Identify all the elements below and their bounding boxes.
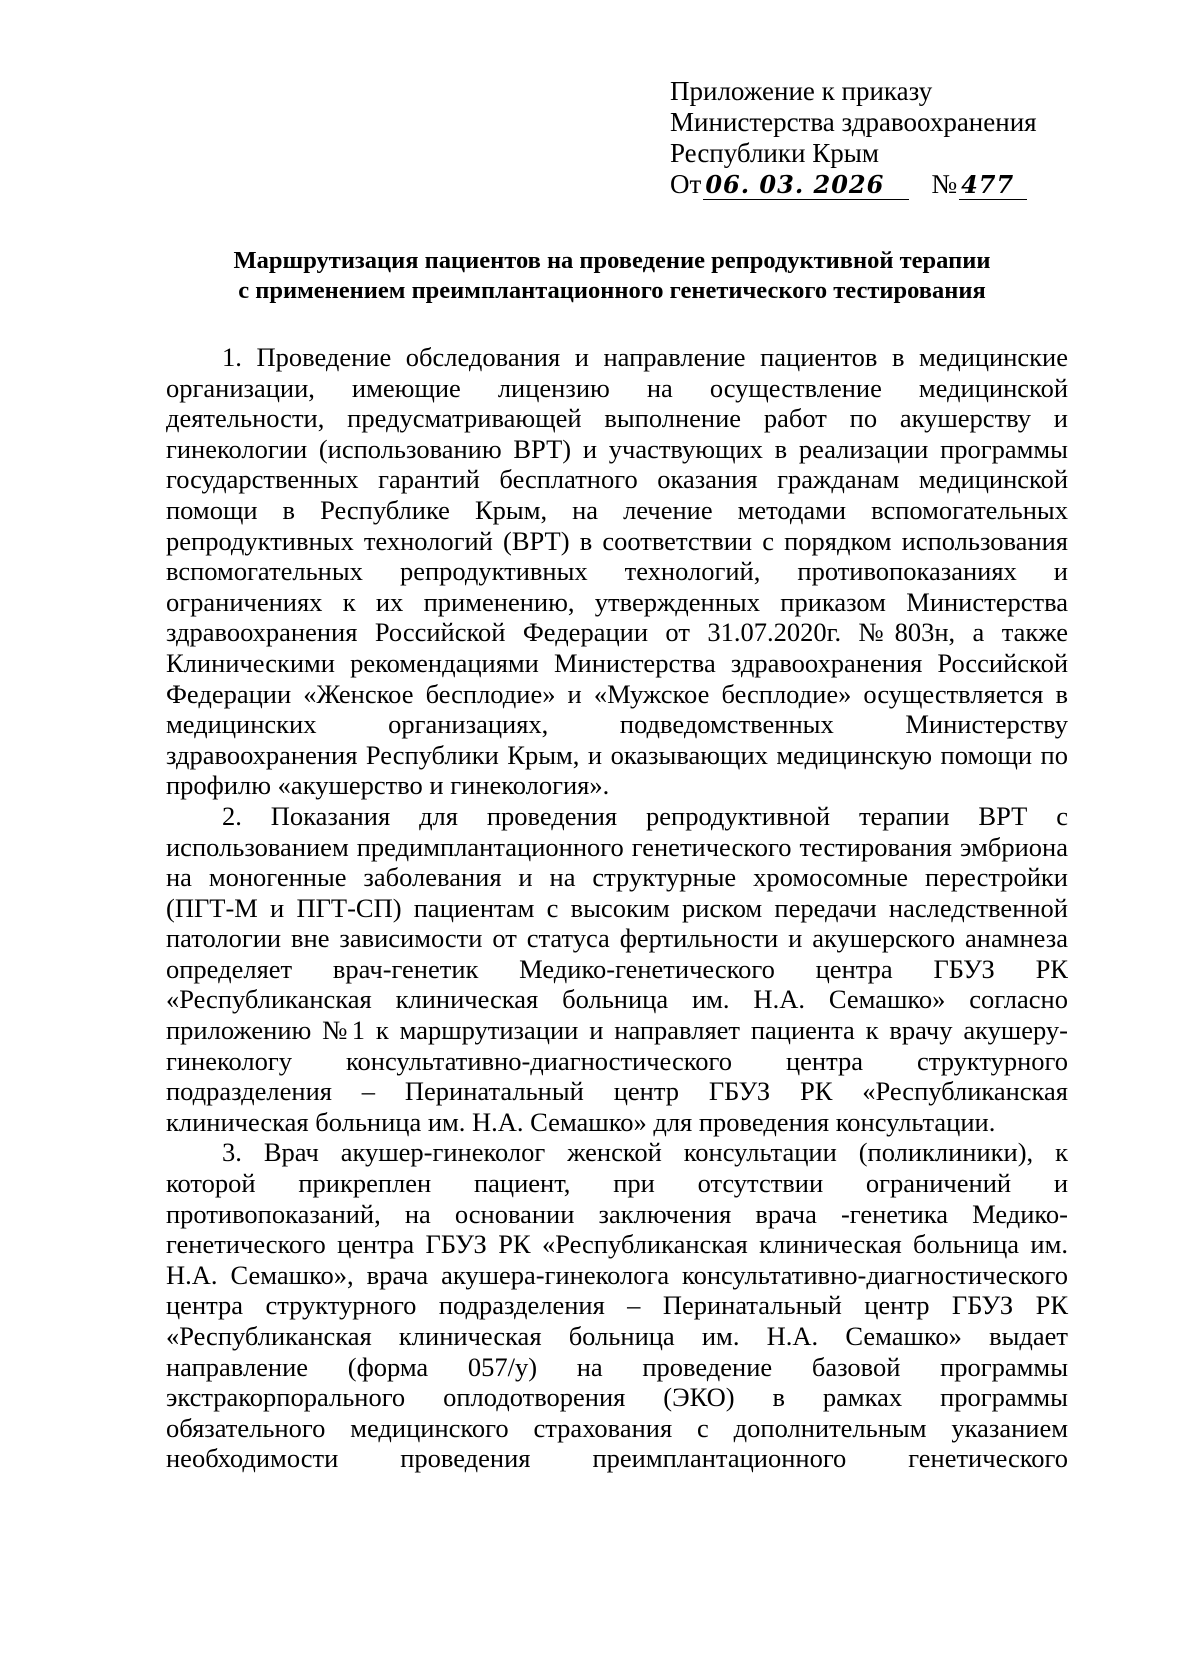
document-body [166, 342, 1068, 1474]
appendix-line-1: Приложение к приказу [670, 76, 933, 106]
document-title [160, 246, 1064, 306]
handwritten-number: 477 [959, 172, 1027, 200]
appendix-line-2: Министерства здравоохранения [670, 107, 1037, 137]
handwritten-date: 06. 03. 2026 [703, 172, 909, 200]
title-line-2: с применением преимплантационного генетического тестирования [238, 277, 986, 304]
from-label: От [670, 169, 702, 199]
appendix-line-3: Республики Крым [670, 138, 879, 168]
paragraph-3: 3. Врач акушер-гинеколог женской консультации (поликлиники), к которой прикреплен пациент, при отсутствии ограничений и противопоказаний, на основании заключения врача -генетика Медико-генетического центра ГБУЗ РК «Республиканская клиническая больница им. Н.А. Семашко», врача акушера-гинеколога консультативно-диагностического центра структурного подразделения – Перинатальный центр ГБУЗ РК «Республиканская клиническая больница им. Н.А. Семашко» выдает направление (форма 057/у) на проведение базовой программы экстракорпорального оплодотворения (ЭКО) в рамках программы обязательного медицинского страхования с дополнительным указанием необходимости проведения преимплантационного генетического [166, 1137, 1068, 1474]
appendix-header [670, 76, 1110, 200]
paragraph-2: 2. Показания для проведения репродуктивной терапии ВРТ с использованием предимплантационного генетического тестирования эмбриона на моногенные заболевания и на структурные хромосомные перестройки (ПГТ-М и ПГТ-СП) пациентам с высоким риском передачи наследственной патологии вне зависимости от статуса фертильности и акушерского анамнеза определяет врач-генетик Медико-генетического центра ГБУЗ РК «Республиканская клиническая больница им. Н.А. Семашко» согласно приложению №1 к маршрутизации и направляет пациента к врачу акушеру-гинекологу консультативно-диагностического центра структурного подразделения – Перинатальный центр ГБУЗ РК «Республиканская клиническая больница им. Н.А. Семашко» для проведения консультации. [166, 800, 1068, 1137]
order-date-number-line [670, 169, 1110, 200]
title-line-1: Маршрутизация пациентов на проведение репродуктивной терапии [233, 247, 991, 274]
number-label: № [931, 169, 958, 199]
paragraph-1: 1. Проведение обследования и направление пациентов в медицинские организации, имеющие лицензию на осуществление медицинской деятельности, предусматривающей выполнение работ по акушерству и гинекологии (использованию ВРТ) и участвующих в реализации программы государственных гарантий бесплатного оказания гражданам медицинской помощи в Республике Крым, на лечение методами вспомогательных репродуктивных технологий (ВРТ) в соответствии с порядком использования вспомогательных репродуктивных технологий, противопоказаниях и ограничениях к их применению, утвержденных приказом Министерства здравоохранения Российской Федерации от 31.07.2020г. №803н, а также Клиническими рекомендациями Министерства здравоохранения Российской Федерации «Женское бесплодие» и «Мужское бесплодие» осуществляется в медицинских организациях, подведомственных Министерству здравоохранения Республики Крым, и оказывающих медицинскую помощи по профилю «акушерство и гинекология». [166, 342, 1068, 801]
